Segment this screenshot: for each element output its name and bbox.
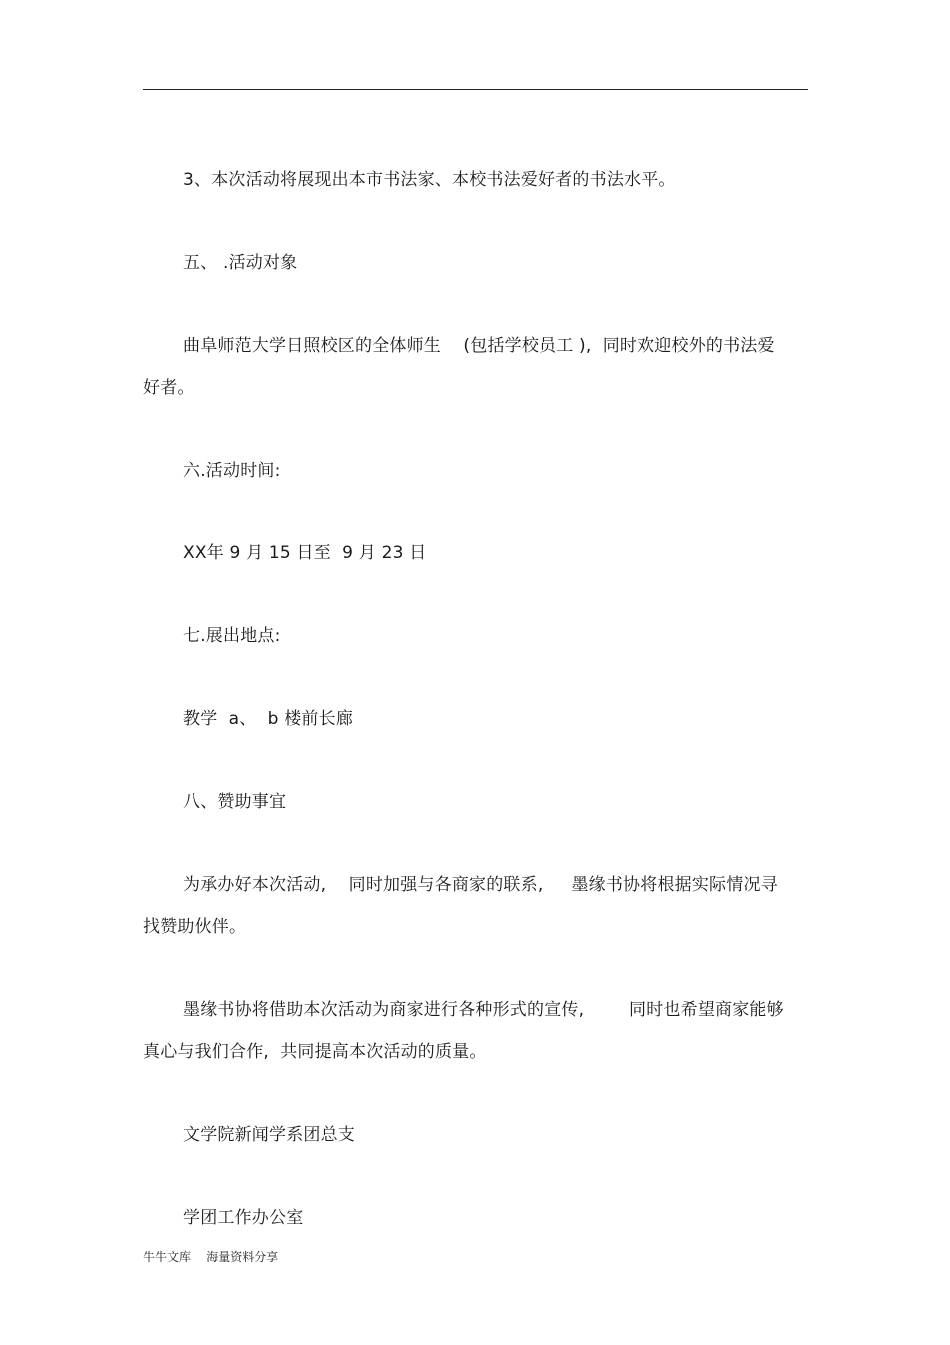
signature-office: 学团工作办公室 <box>183 1208 304 1228</box>
participants-line-1: 曲阜师范大学日照校区的全体师生 (包括学校员工 ), 同时欢迎校外的书法爱 <box>183 336 775 356</box>
promotion-line-2: 真心与我们合作, 共同提高本次活动的质量。 <box>143 1042 487 1062</box>
promotion-line-1: 墨缘书协将借助本次活动为商家进行各种形式的宣传, 同时也希望商家能够 <box>183 1000 784 1020</box>
participants-line-2: 好者。 <box>143 378 195 398</box>
page-footer: 牛牛文库 海量资料分享 <box>143 1250 279 1264</box>
header-rule <box>143 89 808 90</box>
sponsorship-line-2: 找赞助伙伴。 <box>143 917 247 937</box>
event-date: XX年 9 月 15 日至 9 月 23 日 <box>183 543 427 563</box>
event-location: 教学 a、 b 楼前长廊 <box>183 709 354 729</box>
section-heading-6: 六.活动时间: <box>183 461 281 481</box>
sponsorship-line-1: 为承办好本次活动, 同时加强与各商家的联系, 墨缘书协将根据实际情况寻 <box>183 875 778 895</box>
section-heading-8: 八、赞助事宜 <box>183 792 287 812</box>
paragraph-point-3: 3、本次活动将展现出本市书法家、本校书法爱好者的书法水平。 <box>183 170 676 190</box>
section-heading-5: 五、 .活动对象 <box>183 253 298 273</box>
section-heading-7: 七.展出地点: <box>183 626 281 646</box>
signature-organization: 文学院新闻学系团总支 <box>183 1125 355 1145</box>
